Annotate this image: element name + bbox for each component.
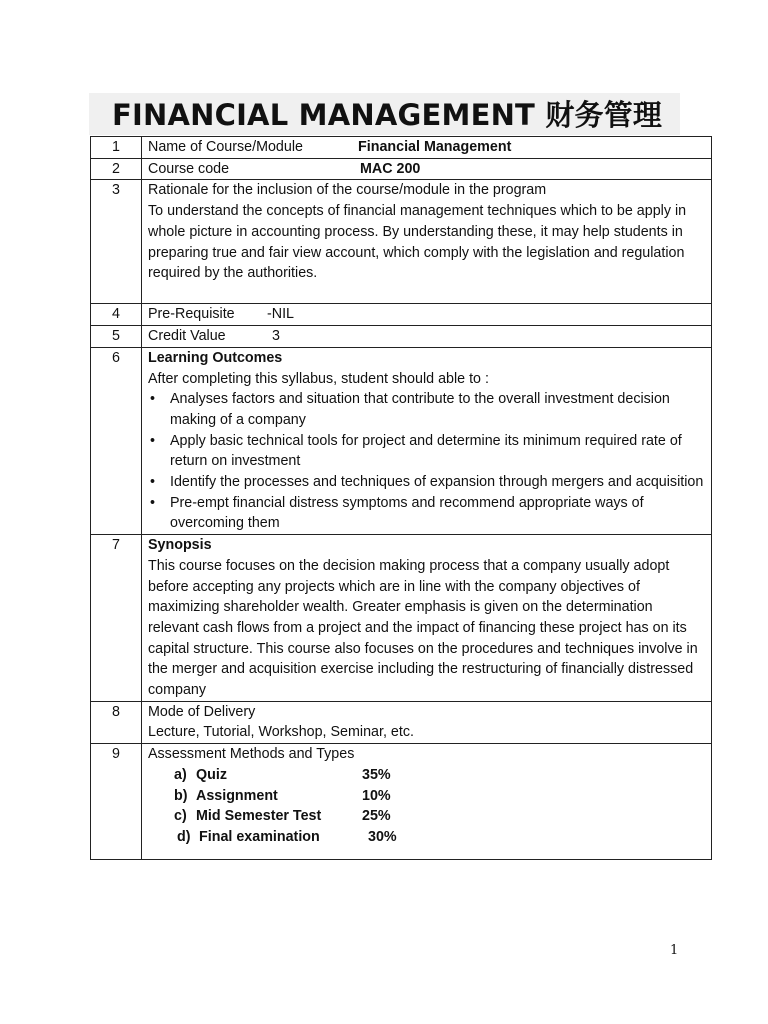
assessment-item (174, 765, 705, 786)
table-row (91, 347, 712, 534)
list-item: • Analyses factors and situation that contribute to the overall investment decision making of a company (170, 389, 705, 430)
table-row (91, 180, 712, 304)
section-text: To understand the concepts of financial management techniques which to be apply in whole picture in accounting process. By understanding these, it may help students in preparing true and fair view account, which comply with the legislation and regulation required by the authorities. (148, 203, 687, 282)
row-content (142, 701, 712, 743)
assessment-item (174, 786, 705, 807)
section-heading: Learning Outcomes (148, 349, 283, 366)
row-content (142, 137, 712, 159)
field-value: -NIL (267, 306, 295, 323)
field-label: Credit Value (148, 328, 226, 345)
row-content (142, 326, 712, 348)
field-value: 3 (272, 328, 280, 345)
table-row (91, 744, 712, 860)
list-item: • Identify the processes and techniques of expansion through mergers and acquisition (170, 472, 705, 493)
field-label: Course code (148, 160, 230, 177)
item-name: Assignment (196, 787, 278, 804)
item-percent: 25% (362, 808, 391, 825)
list-item: • Pre-empt financial distress symptoms and recommend appropriate ways of overcoming them (170, 493, 705, 534)
syllabus-table (90, 136, 712, 860)
section-intro: After completing this syllabus, student should able to : (148, 370, 489, 387)
table-row (91, 535, 712, 702)
assessment-item (177, 827, 705, 848)
page-number: 1 (670, 943, 679, 958)
row-content (142, 180, 712, 304)
table-row (91, 304, 712, 326)
table-row (91, 137, 712, 159)
item-key: d) (177, 828, 191, 845)
item-key: b) (174, 787, 188, 804)
row-number: 3 (91, 180, 142, 304)
row-content (142, 744, 712, 860)
item-percent: 35% (362, 766, 391, 783)
row-number: 7 (91, 535, 142, 702)
row-content (142, 158, 712, 180)
table-row (91, 158, 712, 180)
list-item: • Apply basic technical tools for project and determine its minimum required rate of return on investment (170, 431, 705, 472)
field-label: Name of Course/Module (148, 139, 303, 155)
item-name: Final examination (199, 828, 320, 845)
row-number: 2 (91, 158, 142, 180)
table-row (91, 326, 712, 348)
row-number: 4 (91, 304, 142, 326)
section-text: Lecture, Tutorial, Workshop, Seminar, etc. (148, 724, 414, 741)
item-name: Quiz (196, 766, 227, 783)
row-number: 8 (91, 701, 142, 743)
item-key: a) (174, 766, 187, 783)
field-value: Financial Management (358, 139, 512, 155)
row-content (142, 304, 712, 326)
outcomes-list (148, 389, 705, 534)
field-value: MAC 200 (360, 160, 421, 177)
row-number: 5 (91, 326, 142, 348)
row-number: 9 (91, 744, 142, 860)
item-name: Mid Semester Test (196, 808, 322, 825)
section-text: This course focuses on the decision making process that a company usually adopt before accepting any projects which are in line with the company objectives of maximizing shareholder wealth. Greater emphasis is given on the determination relevant cash flows from a project and the impact of financing these project has on its capital structure. This course also focuses on the procedures and techniques involve in the merger and acquisition exercise including the restructuring of financially distressed company (148, 557, 698, 699)
assessment-list (174, 765, 705, 848)
row-content (142, 347, 712, 534)
row-number: 6 (91, 347, 142, 534)
row-content (142, 535, 712, 702)
assessment-item (174, 806, 705, 827)
section-heading: Rationale for the inclusion of the course/module in the program (148, 182, 547, 199)
page-title: FINANCIAL MANAGEMENT 财务管理 (112, 98, 663, 132)
row-number: 1 (91, 137, 142, 159)
section-heading: Synopsis (148, 537, 212, 554)
table-row (91, 701, 712, 743)
section-heading: Mode of Delivery (148, 703, 256, 720)
field-label: Pre-Requisite (148, 306, 235, 323)
item-key: c) (174, 808, 187, 825)
item-percent: 10% (362, 787, 391, 804)
section-heading: Assessment Methods and Types (148, 746, 355, 763)
item-percent: 30% (368, 828, 397, 845)
